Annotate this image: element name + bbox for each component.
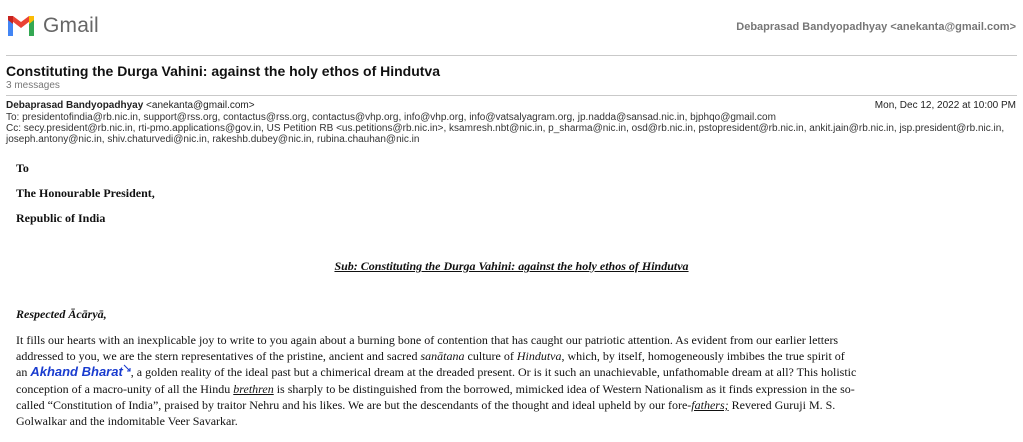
letter-salutation: Respected Ācāryā, (16, 307, 107, 321)
to-line: To: presidentofindia@rb.nic.in, support@rss.org, contactus@rss.org, contactus@vhp.org, info@vhp.org, info@vatsalyagram.org, jp.nadda@sansad.nic.in, bjphqo@gmail.com (6, 112, 776, 123)
resize-mark-icon (123, 364, 131, 372)
gmail-logo[interactable] (6, 14, 99, 38)
paragraph-line: an Akhand Bharat , a golden reality of the ideal past but a chimerical dream at the dreaded present. Or is it such an unachievable, unfathomable dream at all? This holistic (16, 364, 857, 380)
message-date: Mon, Dec 12, 2022 at 10:00 PM (874, 100, 1016, 111)
gmail-m-icon (6, 14, 36, 38)
sender-email: <anekanta@gmail.com> (146, 100, 255, 111)
divider (6, 55, 1017, 56)
account-label[interactable]: Debaprasad Bandyopadhyay <anekanta@gmail.com> (736, 21, 1016, 33)
paragraph-line: addressed to you, we are the stern representatives of the pristine, ancient and sacred sanātana culture of Hindutva, which, by itself, homogeneously imbibes the true spirit of (16, 349, 845, 364)
message-count: 3 messages (6, 80, 60, 91)
letter-addressee-line2: Republic of India (16, 211, 106, 225)
letter-paragraph (16, 332, 1011, 429)
paragraph-line: Golwalkar and the indomitable Veer Savarkar. (16, 414, 238, 429)
brethren-term: brethren (233, 381, 274, 396)
cc-line-continued: joseph.antony@nic.in, shiv.chaturvedi@nic.in, rakeshb.dubey@nic.in, rubina.chauhan@nic.in (6, 134, 420, 145)
fathers-term: fathers; (691, 397, 729, 412)
letter-to: To (16, 161, 29, 175)
cc-line: Cc: secy.president@rb.nic.in, rti-pmo.applications@gov.in, US Petition RB <us.petitions@rb.nic.in>, ksamresh.nbt@nic.in, p_sharma@nic.in, osd@rb.nic.in, pstopresident@rb.nic.in, ankit.jain@rb.nic.in, jsp.president@rb.nic.in, (6, 123, 1005, 134)
thread-subject: Constituting the Durga Vahini: against the holy ethos of Hindutva (6, 63, 441, 79)
app-name: Gmail (43, 14, 99, 37)
letter-subject-line: Sub: Constituting the Durga Vahini: against the holy ethos of Hindutva (334, 259, 689, 273)
sender[interactable] (6, 100, 255, 111)
hindutva-term: Hindutva (516, 349, 562, 364)
letter-addressee: The Honourable President, (16, 186, 155, 200)
sanatana-term: sanātana (420, 349, 465, 364)
divider (6, 95, 1017, 96)
paragraph-line: called “Constitution of India”, praised by traitor Nehru and his likes. We are but the descendants of the thought and ideal upheld by our fore-fathers; Revered Guruji M. S. (16, 397, 836, 412)
paragraph-line: It fills our hearts with an inexplicable joy to write to you again about a burning bone of contention that has caught our patriotic attention. As evident from our earlier letters (16, 333, 839, 347)
sender-name: Debaprasad Bandyopadhyay (6, 100, 144, 111)
paragraph-line: conception of a macro-unity of all the Hindu brethren is sharply to be distinguished from the borrowed, mimicked idea of Western Nationalism as it finds expression in the so- (16, 381, 855, 396)
akhand-bharat-term: Akhand Bharat (30, 364, 123, 380)
top-bar (0, 0, 1023, 54)
